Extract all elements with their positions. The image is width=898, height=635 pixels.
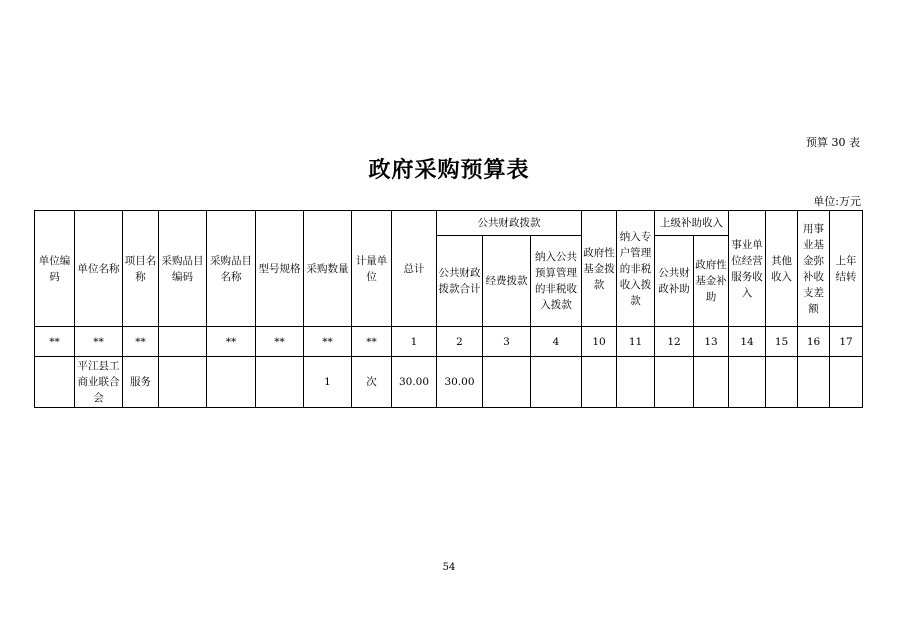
header-row-1 xyxy=(35,211,863,236)
index-cell: ** xyxy=(207,327,256,357)
index-cell: ** xyxy=(256,327,304,357)
cell-business-income xyxy=(729,357,766,408)
header-unit-name: 单位名称 xyxy=(75,211,123,327)
cell-gov-fund-subsidy xyxy=(694,357,729,408)
header-item-code: 采购品目编码 xyxy=(159,211,207,327)
header-gov-fund: 政府性基金拨款 xyxy=(582,211,617,327)
header-total: 总计 xyxy=(392,211,437,327)
cell-public-fiscal-total: 30.00 xyxy=(437,357,483,408)
index-cell xyxy=(159,327,207,357)
cell-quantity: 1 xyxy=(304,357,352,408)
header-carryover: 上年结转 xyxy=(830,211,863,327)
header-nontax-special: 纳入专户管理的非税收入拨款 xyxy=(617,211,655,327)
index-cell: 15 xyxy=(766,327,798,357)
header-public-fiscal-subsidy: 公共财政补助 xyxy=(655,236,694,327)
cell-operating-fund xyxy=(483,357,531,408)
cell-deficit-fund xyxy=(798,357,830,408)
form-number: 预算 30 表 xyxy=(806,136,860,149)
table-row xyxy=(35,357,863,408)
cell-nontax-special xyxy=(617,357,655,408)
cell-total: 30.00 xyxy=(392,357,437,408)
index-cell: ** xyxy=(75,327,123,357)
page-title: 政府采购预算表 xyxy=(368,157,530,183)
header-operating-fund: 经费拨款 xyxy=(483,236,531,327)
cell-model-spec xyxy=(256,357,304,408)
page-number: 54 xyxy=(442,562,456,573)
cell-gov-fund xyxy=(582,357,617,408)
cell-other-income xyxy=(766,357,798,408)
cell-item-name xyxy=(207,357,256,408)
cell-public-fiscal-subsidy xyxy=(655,357,694,408)
procurement-budget-table xyxy=(34,210,863,408)
index-cell: 2 xyxy=(437,327,483,357)
header-public-fiscal-total: 公共财政拨款合计 xyxy=(437,236,483,327)
index-cell: 14 xyxy=(729,327,766,357)
index-cell: 4 xyxy=(531,327,582,357)
index-cell: ** xyxy=(352,327,392,357)
index-cell: 10 xyxy=(582,327,617,357)
cell-item-code xyxy=(159,357,207,408)
header-superior-subsidy: 上级补助收入 xyxy=(655,211,729,236)
cell-unit-name: 平江县工商业联合会 xyxy=(75,357,123,408)
index-cell: 17 xyxy=(830,327,863,357)
header-model-spec: 型号规格 xyxy=(256,211,304,327)
index-row xyxy=(35,327,863,357)
cell-nontax-public-budget xyxy=(531,357,582,408)
index-cell: 12 xyxy=(655,327,694,357)
header-measure-unit: 计量单位 xyxy=(352,211,392,327)
header-other-income: 其他收入 xyxy=(766,211,798,327)
index-cell: 1 xyxy=(392,327,437,357)
index-cell: 13 xyxy=(694,327,729,357)
header-public-fiscal: 公共财政拨款 xyxy=(437,211,582,236)
index-cell: 3 xyxy=(483,327,531,357)
index-cell: ** xyxy=(304,327,352,357)
header-business-income: 事业单位经营服务收入 xyxy=(729,211,766,327)
header-quantity: 采购数量 xyxy=(304,211,352,327)
header-gov-fund-subsidy: 政府性基金补助 xyxy=(694,236,729,327)
index-cell: ** xyxy=(35,327,75,357)
header-project-name: 项目名称 xyxy=(123,211,159,327)
index-cell: 11 xyxy=(617,327,655,357)
index-cell: ** xyxy=(123,327,159,357)
header-deficit-fund: 用事业基金弥补收支差额 xyxy=(798,211,830,327)
header-unit-code: 单位编码 xyxy=(35,211,75,327)
header-item-name: 采购品目名称 xyxy=(207,211,256,327)
header-nontax-public-budget: 纳入公共预算管理的非税收入拨款 xyxy=(531,236,582,327)
cell-measure-unit: 次 xyxy=(352,357,392,408)
cell-carryover xyxy=(830,357,863,408)
index-cell: 16 xyxy=(798,327,830,357)
cell-unit-code xyxy=(35,357,75,408)
unit-label: 单位:万元 xyxy=(813,195,861,208)
cell-project-name: 服务 xyxy=(123,357,159,408)
